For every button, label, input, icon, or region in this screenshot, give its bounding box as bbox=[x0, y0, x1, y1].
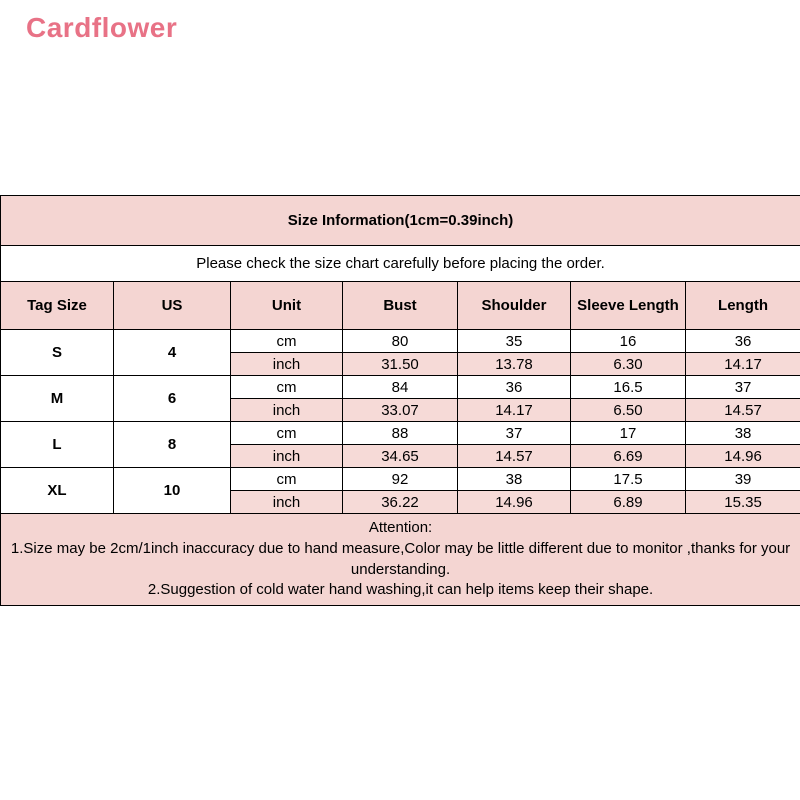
attention-title: Attention: bbox=[368, 519, 433, 537]
header-us: US bbox=[114, 282, 231, 330]
cell-xl-inch-length: 15.35 bbox=[686, 491, 800, 514]
cell-xl-inch-shoulder: 14.96 bbox=[458, 491, 571, 514]
cell-l-inch-bust: 34.65 bbox=[343, 445, 458, 468]
cell-l-cm-sleeve: 17 bbox=[571, 422, 686, 445]
header-tag-size: Tag Size bbox=[1, 282, 114, 330]
cell-unit-l-inch: inch bbox=[231, 445, 343, 468]
cell-us-s: 4 bbox=[114, 330, 231, 376]
cell-unit-xl-inch: inch bbox=[231, 491, 343, 514]
table-subtitle-row bbox=[1, 246, 800, 282]
cell-l-cm-bust: 88 bbox=[343, 422, 458, 445]
table-title-row bbox=[1, 196, 800, 246]
attention-note-2: 2.Suggestion of cold water hand washing,it can help items keep their shape. bbox=[147, 581, 654, 599]
cell-xl-cm-sleeve: 17.5 bbox=[571, 468, 686, 491]
cell-unit-l-cm: cm bbox=[231, 422, 343, 445]
cell-l-inch-shoulder: 14.57 bbox=[458, 445, 571, 468]
cell-us-m: 6 bbox=[114, 376, 231, 422]
cell-s-cm-shoulder: 35 bbox=[458, 330, 571, 353]
attention-note-1: 1.Size may be 2cm/1inch inaccuracy due to hand measure,Color may be little different due to monitor ,thanks for your understanding. bbox=[10, 539, 791, 578]
cell-s-inch-bust: 31.50 bbox=[343, 353, 458, 376]
cell-unit-m-inch: inch bbox=[231, 399, 343, 422]
cell-m-inch-bust: 33.07 bbox=[343, 399, 458, 422]
column-header-row bbox=[1, 282, 800, 330]
header-bust: Bust bbox=[343, 282, 458, 330]
cell-unit-s-inch: inch bbox=[231, 353, 343, 376]
cell-l-cm-length: 38 bbox=[686, 422, 800, 445]
size-chart-table bbox=[0, 195, 800, 606]
cell-m-cm-bust: 84 bbox=[343, 376, 458, 399]
cell-tag-m: M bbox=[1, 376, 114, 422]
cell-s-inch-shoulder: 13.78 bbox=[458, 353, 571, 376]
cell-l-cm-shoulder: 37 bbox=[458, 422, 571, 445]
cell-l-inch-length: 14.96 bbox=[686, 445, 800, 468]
brand-logo: Cardflower bbox=[26, 12, 178, 43]
cell-tag-s: S bbox=[1, 330, 114, 376]
cell-us-xl: 10 bbox=[114, 468, 231, 514]
attention-row bbox=[1, 514, 800, 606]
cell-xl-cm-bust: 92 bbox=[343, 468, 458, 491]
cell-xl-inch-sleeve: 6.89 bbox=[571, 491, 686, 514]
cell-unit-s-cm: cm bbox=[231, 330, 343, 353]
cell-s-inch-length: 14.17 bbox=[686, 353, 800, 376]
cell-m-cm-shoulder: 36 bbox=[458, 376, 571, 399]
cell-s-cm-bust: 80 bbox=[343, 330, 458, 353]
header-unit: Unit bbox=[231, 282, 343, 330]
cell-m-cm-sleeve: 16.5 bbox=[571, 376, 686, 399]
cell-l-inch-sleeve: 6.69 bbox=[571, 445, 686, 468]
cell-unit-m-cm: cm bbox=[231, 376, 343, 399]
header-shoulder: Shoulder bbox=[458, 282, 571, 330]
header-length: Length bbox=[686, 282, 800, 330]
cell-xl-cm-shoulder: 38 bbox=[458, 468, 571, 491]
cell-us-l: 8 bbox=[114, 422, 231, 468]
table-row bbox=[1, 422, 800, 445]
cell-m-cm-length: 37 bbox=[686, 376, 800, 399]
cell-m-inch-length: 14.57 bbox=[686, 399, 800, 422]
cell-xl-cm-length: 39 bbox=[686, 468, 800, 491]
cell-m-inch-shoulder: 14.17 bbox=[458, 399, 571, 422]
table-row bbox=[1, 376, 800, 399]
table-subtitle: Please check the size chart carefully before placing the order. bbox=[1, 246, 800, 282]
cell-tag-l: L bbox=[1, 422, 114, 468]
cell-s-cm-sleeve: 16 bbox=[571, 330, 686, 353]
table-row bbox=[1, 468, 800, 491]
cell-s-cm-length: 36 bbox=[686, 330, 800, 353]
cell-unit-xl-cm: cm bbox=[231, 468, 343, 491]
attention-section bbox=[1, 514, 800, 606]
cell-s-inch-sleeve: 6.30 bbox=[571, 353, 686, 376]
cell-tag-xl: XL bbox=[1, 468, 114, 514]
table-title: Size Information(1cm=0.39inch) bbox=[1, 196, 800, 246]
table-row bbox=[1, 330, 800, 353]
header-sleeve-length: Sleeve Length bbox=[571, 282, 686, 330]
cell-xl-inch-bust: 36.22 bbox=[343, 491, 458, 514]
cell-m-inch-sleeve: 6.50 bbox=[571, 399, 686, 422]
